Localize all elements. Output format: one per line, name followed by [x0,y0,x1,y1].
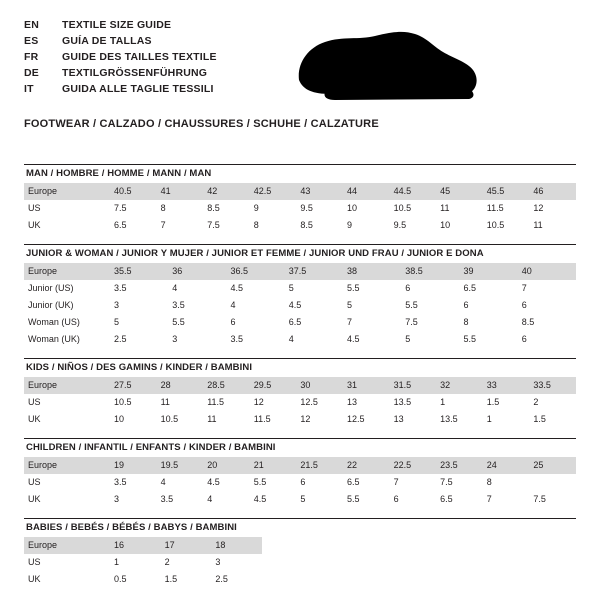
language-title: GUIDE DES TAILLES TEXTILE [62,51,217,63]
size-cell: 3.5 [230,334,244,344]
size-cell: 21.5 [296,457,343,474]
size-cell: 20 [203,457,250,474]
size-cell: 7 [347,317,353,327]
table-row [24,263,576,280]
language-row [24,50,217,65]
table-row [24,200,576,217]
size-cell: 12 [253,397,264,407]
language-code: IT [24,83,34,95]
size-cell: 6.5 [346,477,360,487]
row-label: Woman (UK) [28,334,80,344]
row-label: Europe [24,377,110,394]
size-cell: 25 [529,457,576,474]
size-cell: 41 [157,183,204,200]
size-cell: 42 [203,183,250,200]
size-cell: 8 [160,203,166,213]
row-label: UK [28,414,41,424]
language-title: GUÍA DE TALLAS [62,35,152,47]
size-cell: 36.5 [227,263,285,280]
row-label: Europe [24,263,110,280]
size-cell: 13 [393,414,404,424]
size-cell: 12 [300,414,311,424]
row-label: US [28,477,41,487]
size-cell: 3.5 [172,300,185,310]
row-label: Europe [24,537,110,554]
size-cell: 6.5 [114,220,127,230]
size-cell: 9.5 [393,220,407,230]
table-row [24,457,576,474]
size-cell: 39 [460,263,518,280]
language-code: DE [24,67,39,79]
size-cell: 5 [300,494,306,504]
language-code: EN [24,19,39,31]
size-cell: 17 [161,537,212,554]
size-cell: 42.5 [250,183,297,200]
size-cell: 4 [230,300,236,310]
size-cell: 0.5 [114,574,127,584]
size-cell: 6 [521,300,527,310]
size-section [24,438,576,518]
size-cell: 5.5 [172,317,185,327]
size-cell: 28 [157,377,204,394]
language-title: TEXTILGRÖSSENFÜHRUNG [62,67,208,79]
size-cell: 12.5 [300,397,318,407]
section-spacer [24,508,576,518]
size-cell: 7 [486,494,492,504]
row-label: UK [28,574,41,584]
size-cell: 4.5 [230,283,244,293]
size-cell: 12.5 [346,414,365,424]
table-row [24,394,576,411]
size-cell: 4 [288,334,294,344]
size-cell: 3.5 [114,283,127,293]
row-label: US [28,203,41,213]
size-cell: 7.5 [533,494,546,504]
size-cell: 8 [486,477,492,487]
size-cell: 22 [343,457,390,474]
size-cell: 7 [160,220,166,230]
table-row [24,183,576,200]
language-row [24,82,217,97]
table-row [24,411,576,428]
size-cell: 22.5 [390,457,437,474]
size-section [24,244,576,358]
size-cell: 44 [343,183,390,200]
size-cell: 2.5 [114,334,127,344]
size-cell: 44.5 [390,183,437,200]
size-cell: 16 [110,537,161,554]
size-cell: 19.5 [157,457,204,474]
size-cell: 6.5 [288,317,302,327]
table-row [24,491,576,508]
language-code: FR [24,51,39,63]
row-label: US [28,557,41,567]
language-code: ES [24,35,39,47]
size-cell: 7.5 [114,203,127,213]
size-cell: 8.5 [521,317,535,327]
size-cell: 7.5 [405,317,418,327]
size-cell: 11 [440,203,450,213]
size-cell: 21 [250,457,297,474]
size-cell: 6 [405,283,411,293]
size-cell: 5 [347,300,353,310]
size-cell: 6 [230,317,236,327]
size-cell: 5.5 [347,283,360,293]
size-cell: 28.5 [203,377,250,394]
size-cell: 7.5 [207,220,220,230]
size-cell: 11.5 [486,203,504,213]
size-cell: 1.5 [486,397,500,407]
size-section [24,164,576,244]
size-cell: 8.5 [300,220,313,230]
size-cell: 29.5 [250,377,297,394]
table-row [24,217,576,234]
row-label: UK [28,494,41,504]
size-cell: 43 [296,183,343,200]
size-tables [0,164,600,598]
language-row [24,34,217,49]
size-cell: 2 [533,397,539,407]
size-cell: 1 [486,414,492,424]
size-cell: 5 [405,334,411,344]
size-cell: 2 [164,557,170,567]
section-spacer [24,348,576,358]
size-cell: 6.5 [463,283,477,293]
row-label: US [28,397,41,407]
row-label: Europe [24,183,110,200]
size-cell: 11 [533,220,543,230]
size-cell: 8 [253,220,259,230]
row-label: Europe [24,457,110,474]
size-cell: 9 [253,203,259,213]
dress-shoe-icon [291,22,481,102]
size-cell: 33 [483,377,530,394]
size-cell: 24 [483,457,530,474]
table-row [24,297,576,314]
table-row [24,377,576,394]
size-cell: 35.5 [110,263,168,280]
size-cell: 11 [160,397,170,407]
row-label: Junior (US) [28,283,74,293]
section-spacer [24,234,576,244]
language-title: GUIDA ALLE TAGLIE TESSILI [62,83,214,95]
size-cell: 31.5 [390,377,437,394]
size-cell: 6.5 [440,494,453,504]
size-cell: 10.5 [486,220,505,230]
size-table [24,377,576,428]
size-cell: 7 [393,477,399,487]
size-cell: 10.5 [114,397,132,407]
section-title: JUNIOR & WOMAN / JUNIOR Y MUJER / JUNIOR ET FEMME / JUNIOR UND FRAU / JUNIOR E DONA [26,248,484,259]
shoe-illustration-wrap [217,18,576,102]
size-cell [529,474,576,491]
size-cell: 5.5 [346,494,360,504]
table-row [24,571,262,588]
size-table [24,263,576,348]
size-cell: 5 [114,317,120,327]
size-cell: 3 [114,300,120,310]
size-cell: 10.5 [393,203,412,213]
size-cell: 36 [168,263,226,280]
table-row [24,314,576,331]
size-cell: 3 [172,334,178,344]
size-cell: 40 [518,263,576,280]
page-header [0,0,600,110]
size-cell: 5.5 [405,300,418,310]
size-cell: 11.5 [207,397,225,407]
size-cell: 45.5 [483,183,530,200]
size-cell: 4.5 [207,477,220,487]
language-title: TEXTILE SIZE GUIDE [62,19,172,31]
size-cell: 27.5 [110,377,157,394]
size-cell: 11.5 [253,414,271,424]
table-row [24,537,262,554]
section-title: BABIES / BEBÉS / BÉBÉS / BABYS / BAMBINI [26,522,237,533]
language-list [24,18,217,97]
size-cell: 45 [436,183,483,200]
row-label: Junior (UK) [28,300,74,310]
footwear-heading: FOOTWEAR / CALZADO / CHAUSSURES / SCHUHE / CALZATURE [24,118,379,130]
size-cell: 7.5 [440,477,453,487]
size-table [24,537,262,588]
table-row [24,554,262,571]
size-cell: 1 [440,397,446,407]
section-spacer [24,428,576,438]
section-spacer [24,588,576,598]
section-title: MAN / HOMBRE / HOMME / MANN / MAN [26,168,212,179]
size-cell: 4.5 [347,334,360,344]
size-cell: 13.5 [440,414,458,424]
size-cell: 4 [207,494,213,504]
language-row [24,66,217,81]
row-label: Woman (US) [28,317,80,327]
size-section [24,518,576,598]
size-cell: 5.5 [463,334,477,344]
size-cell: 19 [110,457,157,474]
table-row [24,331,576,348]
section-title: KIDS / NIÑOS / DES GAMINS / KINDER / BAMBINI [26,362,253,373]
size-cell: 4 [160,477,166,487]
size-table [24,183,576,234]
size-cell: 4 [172,283,178,293]
size-cell: 5.5 [253,477,267,487]
size-cell: 30 [296,377,343,394]
size-cell: 32 [436,377,483,394]
size-cell: 11 [207,414,217,424]
size-cell: 3.5 [160,494,174,504]
size-cell: 9 [346,220,352,230]
size-cell: 10 [440,220,451,230]
size-cell: 38.5 [401,263,459,280]
language-row [24,18,217,33]
size-cell: 18 [211,537,262,554]
size-cell: 4.5 [288,300,302,310]
size-cell: 6 [300,477,306,487]
size-cell: 33.5 [529,377,576,394]
size-cell: 8.5 [207,203,220,213]
size-cell: 31 [343,377,390,394]
size-cell: 1 [114,557,120,567]
size-cell: 23.5 [436,457,483,474]
size-cell: 2.5 [215,574,228,584]
size-cell: 3.5 [114,477,127,487]
size-cell: 10 [114,414,125,424]
size-cell: 13.5 [393,397,412,407]
size-cell: 9.5 [300,203,313,213]
size-cell: 38 [343,263,401,280]
size-section [24,358,576,438]
size-cell: 7 [521,283,527,293]
size-cell: 37.5 [285,263,343,280]
size-cell: 10.5 [160,414,179,424]
size-cell: 40.5 [110,183,157,200]
size-cell: 12 [533,203,544,213]
section-title: CHILDREN / INFANTIL / ENFANTS / KINDER / BAMBINI [26,442,276,453]
size-cell: 10 [346,203,357,213]
size-cell: 4.5 [253,494,267,504]
size-cell: 5 [288,283,294,293]
size-cell: 1.5 [164,574,178,584]
size-cell: 13 [346,397,357,407]
size-table [24,457,576,508]
size-cell: 6 [463,300,469,310]
size-cell: 1.5 [533,414,546,424]
size-cell: 46 [529,183,576,200]
table-row [24,280,576,297]
size-cell: 6 [393,494,399,504]
table-row [24,474,576,491]
row-label: UK [28,220,41,230]
size-cell: 6 [521,334,527,344]
size-cell: 3 [114,494,120,504]
size-cell: 8 [463,317,469,327]
size-cell: 3 [215,557,221,567]
